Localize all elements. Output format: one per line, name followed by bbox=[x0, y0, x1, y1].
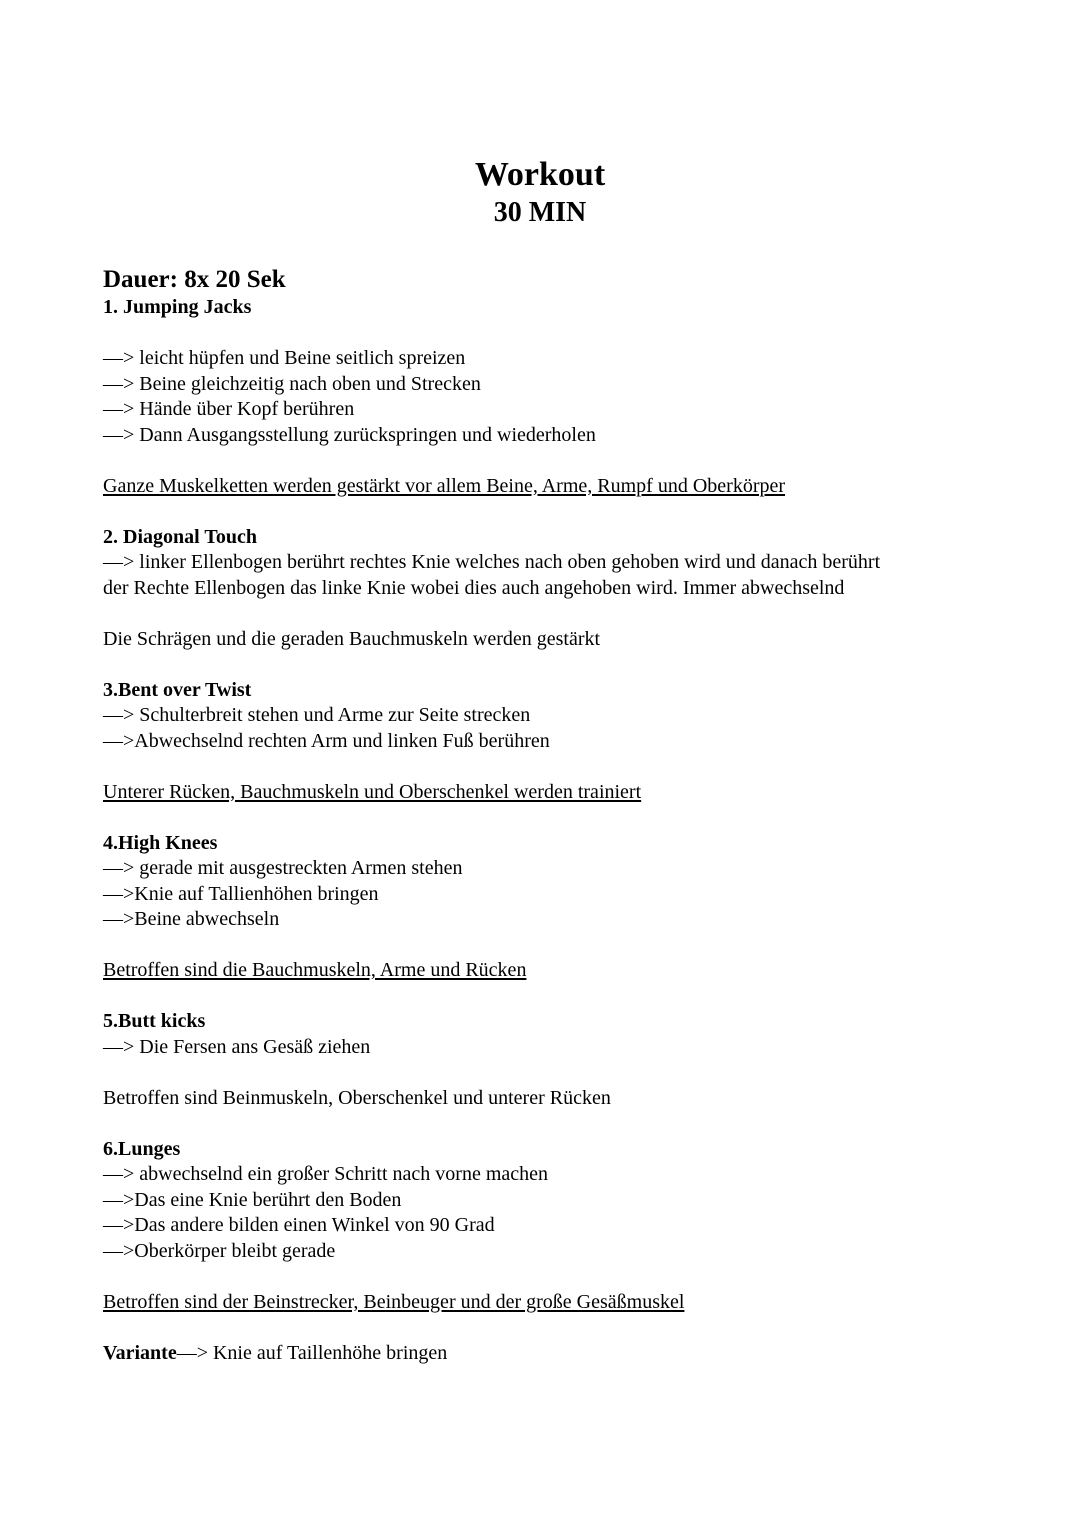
exercise-step: —>Beine abwechseln bbox=[103, 908, 280, 930]
exercise-step: —> abwechselnd ein großer Schritt nach vorne machen bbox=[103, 1163, 549, 1185]
page-subtitle: 30 MIN bbox=[493, 197, 587, 228]
exercise-heading-text: .Lunges bbox=[113, 1137, 181, 1160]
exercise-step: der Rechte Ellenbogen das linke Knie wobei dies auch angehoben wird. Immer abwechselnd bbox=[103, 576, 845, 599]
exercise-step: —> Dann Ausgangsstellung zurückspringen und wiederholen bbox=[103, 423, 596, 446]
exercise-effect: Ganze Muskelketten werden gestärkt vor allem Beine, Arme, Rumpf und Oberkörper bbox=[103, 474, 786, 497]
exercise-heading: 4.High Knees bbox=[103, 831, 218, 854]
exercise-step: —> Schulterbreit stehen und Arme zur Seite strecken bbox=[103, 704, 531, 726]
exercise-step: —> Die Fersen ans Gesäß ziehen bbox=[103, 1035, 371, 1058]
exercise-4 bbox=[103, 831, 983, 984]
exercise-step: —>Das eine Knie berührt den Boden bbox=[103, 1188, 402, 1211]
exercise-effect: Unterer Rücken, Bauchmuskeln und Oberschenkel werden trainiert bbox=[103, 780, 642, 803]
exercise-step: —> linker Ellenbogen berührt rechtes Knie welches nach oben gehoben wird und danach berührt bbox=[103, 551, 881, 573]
exercise-3 bbox=[103, 678, 983, 806]
exercise-heading: 5.Butt kicks bbox=[103, 1010, 206, 1032]
exercise-effect: Die Schrägen und die geraden Bauchmuskeln werden gestärkt bbox=[103, 627, 601, 650]
exercise-6 bbox=[103, 1137, 983, 1316]
exercise-5 bbox=[103, 1009, 983, 1111]
exercise-effect: Betroffen sind der Beinstrecker, Beinbeuger und der große Gesäßmuskel bbox=[103, 1290, 685, 1313]
exercise-step: —> leicht hüpfen und Beine seitlich spreizen bbox=[103, 347, 466, 369]
duration-heading: Dauer: 8x 20 Sek bbox=[103, 266, 286, 293]
page-title: Workout bbox=[474, 156, 606, 193]
exercise-1 bbox=[103, 295, 983, 499]
exercise-heading-number: 6 bbox=[103, 1137, 113, 1160]
exercise-effect: Betroffen sind Beinmuskeln, Oberschenkel und unterer Rücken bbox=[103, 1086, 611, 1109]
exercise-step: —> Beine gleichzeitig nach oben und Strecken bbox=[103, 372, 481, 395]
variant-text: —> Knie auf Taillenhöhe bringen bbox=[176, 1341, 448, 1364]
variant-label: Variante bbox=[103, 1341, 177, 1364]
variant-note bbox=[103, 1341, 983, 1367]
exercise-effect: Betroffen sind die Bauchmuskeln, Arme und Rücken bbox=[103, 959, 527, 981]
title-block bbox=[103, 152, 977, 229]
exercise-step: —>Das andere bilden einen Winkel von 90 Grad bbox=[103, 1214, 495, 1236]
exercise-heading: 1. Jumping Jacks bbox=[103, 296, 252, 318]
exercise-2 bbox=[103, 525, 983, 653]
document-page bbox=[103, 152, 983, 1366]
exercise-step: —>Abwechselnd rechten Arm und linken Fuß berühren bbox=[103, 729, 550, 752]
exercise-step: —> gerade mit ausgestreckten Armen stehen bbox=[103, 857, 463, 879]
exercise-step: —> Hände über Kopf berühren bbox=[103, 398, 355, 420]
exercise-step: —>Knie auf Tallienhöhen bringen bbox=[103, 882, 379, 905]
exercise-heading: 2. Diagonal Touch bbox=[103, 525, 257, 548]
exercise-heading: 3.Bent over Twist bbox=[103, 678, 252, 701]
exercise-step: —>Oberkörper bleibt gerade bbox=[103, 1239, 336, 1262]
exercise-heading bbox=[103, 1137, 983, 1163]
